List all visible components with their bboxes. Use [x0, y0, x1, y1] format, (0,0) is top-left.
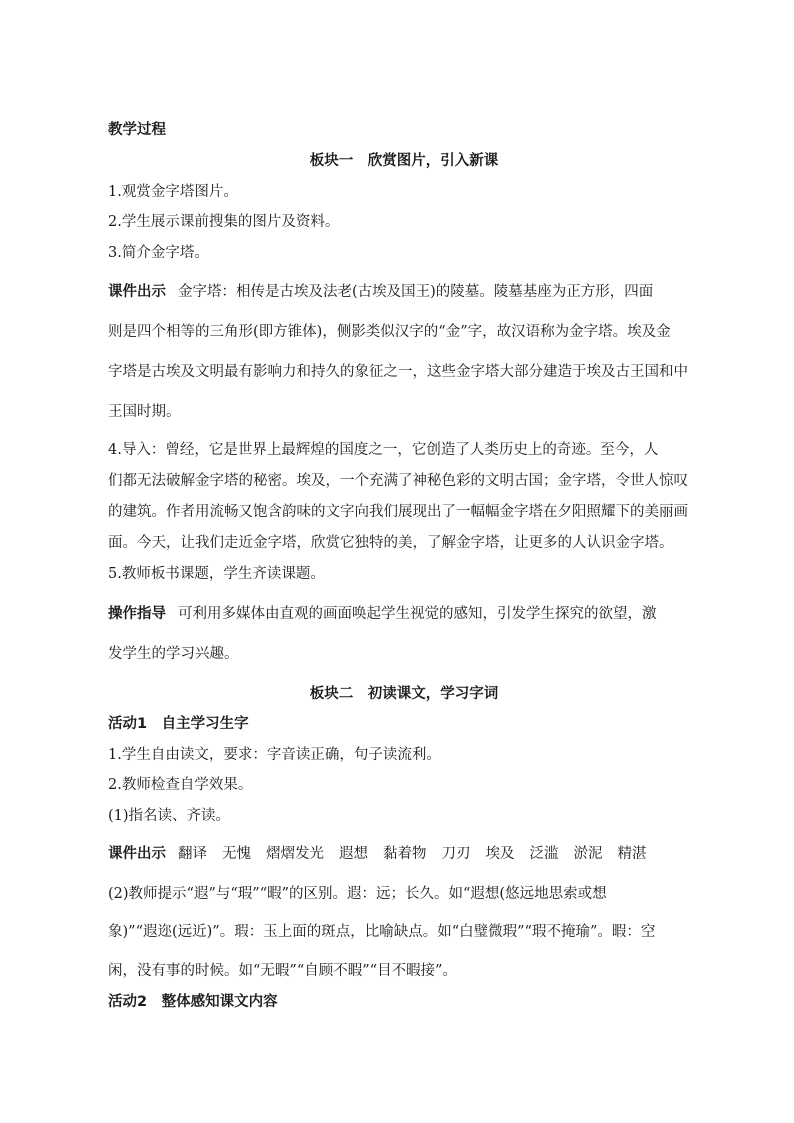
block2-heading: 板块二 初读课文，学习字词	[309, 686, 499, 702]
courseware-line-4: 王国时期。	[108, 404, 181, 420]
courseware-line-3: 字塔是古埃及文明最有影响力和持久的象征之一，这些金字塔大部分建造于埃及古王国和中	[108, 364, 688, 380]
courseware-line-1	[108, 282, 653, 302]
guide-line-2: 发学生的学习兴趣。	[108, 646, 239, 662]
word-list	[108, 844, 662, 864]
word-2: 无愧	[222, 846, 251, 862]
note-line-3: 闲，没有事的时候。如“无暇”“自顾不暇”“目不暇接”。	[108, 963, 457, 979]
section-title: 教学过程	[108, 122, 166, 138]
courseware-line-2: 则是四个相等的三角形(即方锥体)，侧影类似汉字的“金”字，故汉语称为金字塔。埃及金	[108, 324, 671, 340]
word-5: 黏着物	[383, 846, 427, 862]
note-line-1: (2)教师提示“遐”与“瑕”“暇”的区别。遐：远；长久。如“遐想(悠远地思索或想	[108, 886, 607, 902]
guide-label: 操作指导	[108, 606, 166, 622]
word-4: 遐想	[339, 846, 368, 862]
block1-step-3: 3.简介金字塔。	[108, 245, 209, 261]
intro-line-4: 面。今天，让我们走近金字塔，欣赏它独特的美，了解金字塔，让更多的人认识金字塔。	[108, 535, 674, 551]
word-1: 翻译	[178, 846, 207, 862]
courseware-label: 课件出示	[108, 284, 166, 300]
guide-text-1: 可利用多媒体由直观的画面唤起学生视觉的感知，引发学生探究的欲望，激	[178, 606, 657, 622]
block1-step-2: 2.学生展示课前搜集的图片及资料。	[108, 214, 340, 230]
word-3: 熠熠发光	[266, 846, 324, 862]
word-8: 泛滥	[529, 846, 559, 862]
intro-line-3: 的建筑。作者用流畅又饱含韵味的文字向我们展现出了一幅幅金字塔在夕阳照耀下的美丽画	[108, 504, 688, 520]
intro-line-1	[108, 440, 658, 460]
activity1-label: 活动1 自主学习生字	[108, 716, 249, 732]
block2-step-2: 2.教师检查自学效果。	[108, 777, 253, 793]
word-7: 埃及	[485, 846, 515, 862]
intro-label: 4.导入：	[108, 442, 166, 458]
block2-step-1: 1.学生自由读文，要求：字音读正确，句子读流利。	[108, 747, 441, 763]
activity2-label: 活动2 整体感知课文内容	[108, 994, 278, 1010]
block2-step-3: (1)指名读、齐读。	[108, 808, 231, 824]
note-line-2: 象)”“遐迩(远近)”。瑕：玉上面的斑点，比喻缺点。如“白璧微瑕”“瑕不掩瑜”。暇：空	[108, 924, 656, 940]
word-6: 刀刃	[441, 846, 471, 862]
intro-line-2: 们都无法破解金字塔的秘密。埃及，一个充满了神秘色彩的文明古国；金字塔，令世人惊叹	[108, 473, 688, 489]
courseware-label-2: 课件出示	[108, 846, 166, 862]
intro-text-1: 曾经，它是世界上最辉煌的国度之一，它创造了人类历史上的奇迹。至今，人	[165, 442, 659, 458]
block1-step-5: 5.教师板书课题，学生齐读课题。	[108, 566, 325, 582]
guide-line-1	[108, 604, 657, 624]
word-9: 淤泥	[573, 846, 603, 862]
block1-heading: 板块一 欣赏图片，引入新课	[309, 153, 499, 169]
courseware-text-1: 金字塔：相传是古埃及法老(古埃及国王)的陵墓。陵墓基座为正方形，四面	[178, 284, 654, 300]
word-10: 精湛	[617, 846, 647, 862]
block1-step-1: 1.观赏金字塔图片。	[108, 184, 238, 200]
